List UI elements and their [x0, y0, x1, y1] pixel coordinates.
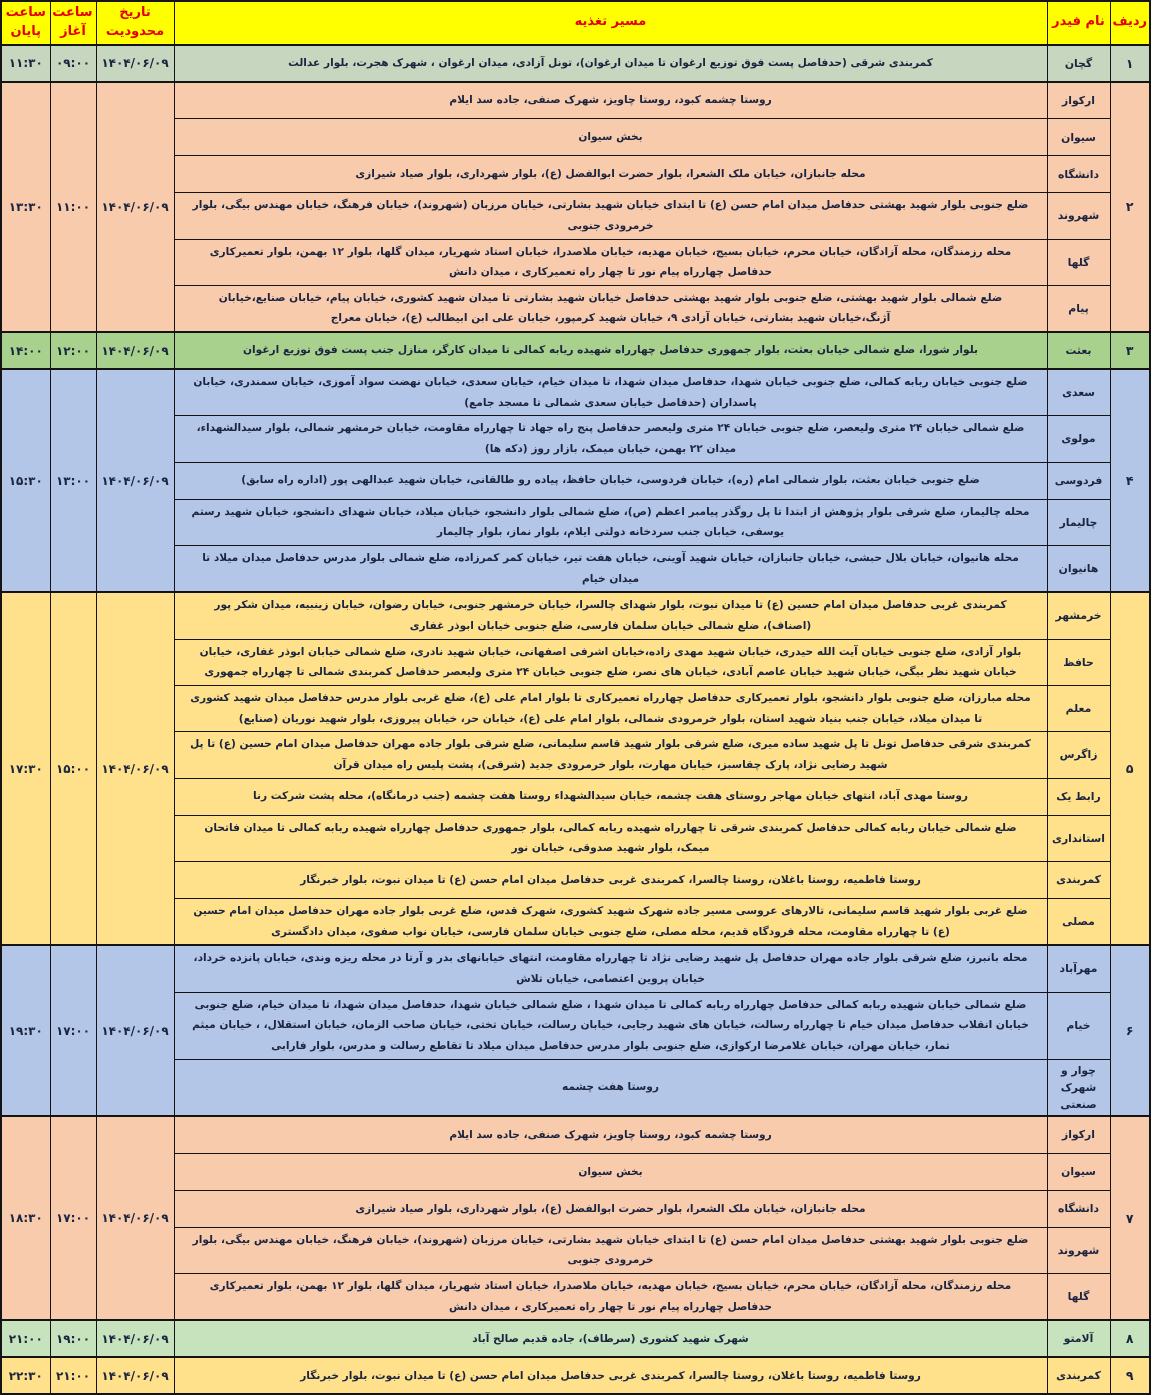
- route-cell: ضلع جنوبی بلوار شهید بهشتی حدفاصل میدان امام حسن (ع) تا ابتدای خیابان شهید بشارتی، خیابان مرزبان (شهروند)، خیابان فرهنگ، خیابان مهندس بیگی، بلوار خرمرودی جنوبی: [174, 193, 1047, 239]
- date-cell: ۱۴۰۴/۰۶/۰۹: [96, 945, 174, 1116]
- route-cell: محله جانبازان، خیابان ملک الشعرا، بلوار حضرت ابوالفضل (ع)، بلوار شهرداری، بلوار صیاد شیرازی: [174, 156, 1047, 193]
- end-time-cell: ۱۹:۳۰: [1, 945, 50, 1116]
- row-number-cell: ۶: [1110, 945, 1150, 1116]
- route-cell: بخش سیوان: [174, 1153, 1047, 1190]
- feeder-name-cell: هانیوان: [1047, 546, 1110, 593]
- feeder-name-cell: سیوان: [1047, 119, 1110, 156]
- feeder-name-cell: دانشگاه: [1047, 1190, 1110, 1227]
- start-time-cell: ۱۳:۰۰: [50, 369, 96, 592]
- schedule-row: [1, 332, 1150, 369]
- header-row-number: ردیف: [1110, 1, 1150, 45]
- feeder-name-cell: حافظ: [1047, 639, 1110, 685]
- feeder-name-cell: گچان: [1047, 45, 1110, 82]
- feeder-name-cell: سعدی: [1047, 369, 1110, 416]
- route-cell: روستا فاطمیه، روستا باغلان، روستا چالسرا، کمربندی غربی حدفاصل میدان امام حسن (ع) تا میدان نبوت، بلوار خبرنگار: [174, 861, 1047, 898]
- row-number-cell: ۴: [1110, 369, 1150, 592]
- route-cell: محله هانیوان، خیابان بلال حبشی، خیابان جانبازان، خیابان شهید آوینی، خیابان هفت تیر، خیابان کمر کمرزاده، ضلع شمالی بلوار مدرس حدفاصل میدان میلاد تا میدان خیام: [174, 546, 1047, 593]
- end-time-cell: ۲۲:۳۰: [1, 1357, 50, 1394]
- row-number-cell: ۳: [1110, 332, 1150, 369]
- feeder-name-cell: کمربندی: [1047, 1357, 1110, 1394]
- route-cell: روستا هفت چشمه: [174, 1059, 1047, 1116]
- start-time-cell: ۰۹:۰۰: [50, 45, 96, 82]
- end-time-cell: ۱۴:۰۰: [1, 332, 50, 369]
- row-number-cell: ۷: [1110, 1116, 1150, 1320]
- route-cell: کمربندی شرقی حدفاصل تونل تا پل شهید ساده میری، ضلع شرقی بلوار شهید قاسم سلیمانی، ضلع شرقی بلوار جاده مهران حدفاصل میدان امام حسین (ع) تا پل شهید رضایی نژاد، پارک چقاسبز، خیابان مهارت، بلوار خرمرودی جدید (شرقی)، پشت پلیس راه میدان قرآن: [174, 732, 1047, 778]
- start-time-cell: ۱۱:۰۰: [50, 82, 96, 332]
- feeder-name-cell: ارکواز: [1047, 82, 1110, 119]
- schedule-row: [1, 285, 1150, 332]
- end-time-cell: ۱۸:۳۰: [1, 1116, 50, 1320]
- feeder-name-cell: خیام: [1047, 992, 1110, 1059]
- route-cell: کمربندی غربی حدفاصل میدان امام حسین (ع) تا میدان نبوت، بلوار شهدای چالسرا، خیابان خرمشهر جنوبی، خیابان رضوان، خیابان زینبیه، میدان شکر پور (اصناف)، ضلع شمالی خیابان سلمان فارسی، ضلع جنوبی خیابان ابوذر غفاری: [174, 592, 1047, 639]
- date-cell: ۱۴۰۴/۰۶/۰۹: [96, 369, 174, 592]
- schedule-row: [1, 945, 1150, 992]
- schedule-row: [1, 1059, 1150, 1116]
- header-route: مسیر تغذیه: [174, 1, 1047, 45]
- schedule-row: [1, 992, 1150, 1059]
- header-feeder-name: نام فیدر: [1047, 1, 1110, 45]
- feeder-name-cell: دانشگاه: [1047, 156, 1110, 193]
- schedule-row: [1, 778, 1150, 815]
- route-cell: بخش سیوان: [174, 119, 1047, 156]
- header-date: تاریخ محدودیت: [96, 1, 174, 45]
- date-cell: ۱۴۰۴/۰۶/۰۹: [96, 332, 174, 369]
- route-cell: محله مبارزان، ضلع جنوبی بلوار دانشجو، بلوار تعمیرکاری حدفاصل چهارراه تعمیرکاری تا بلوار امام علی (ع)، ضلع غربی بلوار مدرس حدفاصل میدان شهید کشوری تا میدان میلاد، خیابان جنب بنیاد شهید استان، بلوار خرمرودی شمالی، بلوار امام علی (ع)، خیابان حر، خیابان پیروزی، بلوار شهید نوریان (صنایع): [174, 686, 1047, 732]
- header-end-time: ساعت پایان: [1, 1, 50, 45]
- route-cell: ضلع جنوبی خیابان بعثت، بلوار شمالی امام (ره)، خیابان فردوسی، خیابان حافظ، پیاده رو طالقانی، خیابان شهید عبدالهی پور (اداره راه سابق): [174, 462, 1047, 499]
- route-cell: محله چالیمار، ضلع شرقی بلوار پژوهش از ابتدا تا پل روگذر پیامبر اعظم (ص)، ضلع شمالی بلوار دانشجو، خیابان میلاد، خیابان شهدای دانشجو، خیابان شهید رستم یوسفی، خیابان جنب سردخانه دولتی ایلام، بلوار نماز، بلوار چالیمار: [174, 499, 1047, 545]
- schedule-row: [1, 193, 1150, 239]
- schedule-row: [1, 898, 1150, 945]
- row-number-cell: ۱: [1110, 45, 1150, 82]
- schedule-row: [1, 462, 1150, 499]
- route-cell: بلوار آزادی، ضلع جنوبی خیابان آیت الله حیدری، خیابان شهید مهدی زاده،خیابان اشرفی اصفهانی، خیابان شهید نادری، ضلع شمالی خیابان ابوذر غفاری، خیابان خیابان شهید نظر بیگی، خیابان شهید خیابان عاصم آبادی، خیابان های نصر، ضلع جنوبی خیابان ۲۴ متری ولیعصر حدفاصل کمربندی شمالی تا چهارراه جمهوری: [174, 639, 1047, 685]
- start-time-cell: ۱۷:۰۰: [50, 1116, 96, 1320]
- feeder-name-cell: مصلی: [1047, 898, 1110, 945]
- feeder-name-cell: شهروند: [1047, 193, 1110, 239]
- route-cell: بلوار شورا، ضلع شمالی خیابان بعثت، بلوار جمهوری حدفاصل چهارراه شهیده ریابه کمالی تا میدان کارگر، منازل جنب پست فوق توزیع ارغوان: [174, 332, 1047, 369]
- feeder-name-cell: رابط یک: [1047, 778, 1110, 815]
- date-cell: ۱۴۰۴/۰۶/۰۹: [96, 592, 174, 945]
- feeder-name-cell: مولوی: [1047, 416, 1110, 462]
- route-cell: محله رزمندگان، محله آزادگان، خیابان محرم، خیابان بسیج، خیابان مهدیه، خیابان ملاصدرا، خیابان استاد شهریار، میدان گلها، بلوار ۱۲ بهمن، بلوار تعمیرکاری حدفاصل چهارراه پیام نور تا چهار راه تعمیرکاری ، میدان دانش: [174, 1274, 1047, 1321]
- feeder-name-cell: استانداری: [1047, 815, 1110, 861]
- route-cell: ضلع شمالی خیابان ربابه کمالی حدفاصل کمربندی شرقی تا چهارراه شهیده ربابه کمالی، بلوار جمهوری حدفاصل چهارراه شهیده ربابه کمالی تا میدان فاتحان میمک، بلوار شهید صدوقی، خیابان نور: [174, 815, 1047, 861]
- schedule-row: [1, 815, 1150, 861]
- start-time-cell: ۱۵:۰۰: [50, 592, 96, 945]
- feeder-name-cell: سیوان: [1047, 1153, 1110, 1190]
- feeder-name-cell: معلم: [1047, 686, 1110, 732]
- feeder-name-cell: فردوسی: [1047, 462, 1110, 499]
- end-time-cell: ۱۷:۳۰: [1, 592, 50, 945]
- route-cell: ضلع جنوبی بلوار شهید بهشتی حدفاصل میدان امام حسن (ع) تا ابتدای خیابان شهید بشارتی، خیابان مرزبان (شهروند)، خیابان فرهنگ، خیابان مهندس بیگی، بلوار خرمرودی جنوبی: [174, 1227, 1047, 1273]
- schedule-row: [1, 416, 1150, 462]
- schedule-row: [1, 592, 1150, 639]
- end-time-cell: ۱۱:۳۰: [1, 45, 50, 82]
- route-cell: شهرک شهید کشوری (سرطاف)، جاده قدیم صالح آباد: [174, 1320, 1047, 1357]
- schedule-row: [1, 686, 1150, 732]
- start-time-cell: ۱۷:۰۰: [50, 945, 96, 1116]
- date-cell: ۱۴۰۴/۰۶/۰۹: [96, 1357, 174, 1394]
- route-cell: روستا چشمه کبود، روستا چاویز، شهرک صنفی، جاده سد ایلام: [174, 82, 1047, 119]
- feeder-name-cell: چالیمار: [1047, 499, 1110, 545]
- schedule-row: [1, 1274, 1150, 1321]
- route-cell: روستا فاطمیه، روستا باغلان، روستا چالسرا، کمربندی غربی حدفاصل میدان امام حسن (ع) تا میدان نبوت، بلوار خبرنگار: [174, 1357, 1047, 1394]
- route-cell: روستا چشمه کبود، روستا چاویز، شهرک صنفی، جاده سد ایلام: [174, 1116, 1047, 1153]
- feeder-name-cell: کمربندی: [1047, 861, 1110, 898]
- schedule-row: [1, 546, 1150, 593]
- end-time-cell: ۲۱:۰۰: [1, 1320, 50, 1357]
- feeder-name-cell: بعثت: [1047, 332, 1110, 369]
- feeder-name-cell: چوار و شهرک صنعتی: [1047, 1059, 1110, 1116]
- schedule-row: [1, 499, 1150, 545]
- row-number-cell: ۹: [1110, 1357, 1150, 1394]
- start-time-cell: ۲۱:۰۰: [50, 1357, 96, 1394]
- schedule-row: [1, 1153, 1150, 1190]
- schedule-row: [1, 239, 1150, 285]
- start-time-cell: ۱۲:۰۰: [50, 332, 96, 369]
- row-number-cell: ۲: [1110, 82, 1150, 332]
- route-cell: ضلع جنوبی خیابان ربابه کمالی، ضلع جنوبی خیابان شهدا، حدفاصل میدان شهدا، تا میدان خیام، خیابان سعدی، خیابان نهضت سواد آموزی، خیابان سمندری، خیابان پاسداران (حدفاصل خیابان سعدی شمالی تا مسجد جامع): [174, 369, 1047, 416]
- feeder-name-cell: آلامتو: [1047, 1320, 1110, 1357]
- feeder-name-cell: زاگرس: [1047, 732, 1110, 778]
- schedule-row: [1, 45, 1150, 82]
- end-time-cell: ۱۳:۳۰: [1, 82, 50, 332]
- schedule-row: [1, 369, 1150, 416]
- date-cell: ۱۴۰۴/۰۶/۰۹: [96, 1116, 174, 1320]
- route-cell: ضلع شمالی بلوار شهید بهشتی، ضلع جنوبی بلوار شهید بهشتی حدفاصل خیابان شهید بشارتی تا میدان شهید کشوری، خیابان پیام، خیابان صنایع،خیابان آژنگ،خیابان شهید بشارتی، خیابان آزادی ۹، خیابان شهید کرمپور، خیابان علی ابن ابیطالب (ع)، خیابان معراج: [174, 285, 1047, 332]
- schedule-row: [1, 119, 1150, 156]
- route-cell: محله بانبرز، ضلع شرقی بلوار جاده مهران حدفاصل پل شهید رضایی نژاد تا چهارراه مقاومت، انتهای خیابانهای بدر و آرتا در محله ریزه وندی، خیابان پانزده خرداد، خیابان پروین اعتصامی، خیابان تلاش: [174, 945, 1047, 992]
- route-cell: محله رزمندگان، محله آزادگان، خیابان محرم، خیابان بسیج، خیابان مهدیه، خیابان ملاصدرا، خیابان استاد شهریار، میدان گلها، بلوار ۱۲ بهمن، بلوار تعمیرکاری حدفاصل چهارراه پیام نور تا چهار راه تعمیرکاری ، میدان دانش: [174, 239, 1047, 285]
- route-cell: کمربندی شرقی (حدفاصل پست فوق توزیع ارغوان تا میدان ارغوان)، تونل آزادی، میدان ارغوان ، شهرک هجرت، بلوار عدالت: [174, 45, 1047, 82]
- date-cell: ۱۴۰۴/۰۶/۰۹: [96, 1320, 174, 1357]
- end-time-cell: ۱۵:۳۰: [1, 369, 50, 592]
- schedule-body: [1, 45, 1150, 1395]
- row-number-cell: ۸: [1110, 1320, 1150, 1357]
- date-cell: ۱۴۰۴/۰۶/۰۹: [96, 45, 174, 82]
- feeder-name-cell: گلها: [1047, 239, 1110, 285]
- schedule-row: [1, 732, 1150, 778]
- schedule-row: [1, 82, 1150, 119]
- row-number-cell: ۵: [1110, 592, 1150, 945]
- start-time-cell: ۱۹:۰۰: [50, 1320, 96, 1357]
- header-row: [1, 1, 1150, 45]
- route-cell: روستا مهدی آباد، انتهای خیابان مهاجر روستای هفت چشمه، خیابان سیدالشهداء روستا هفت چشمه (جنب درمانگاه)، محله پشت شرکت رنا: [174, 778, 1047, 815]
- schedule-row: [1, 1357, 1150, 1394]
- feeder-name-cell: شهروند: [1047, 1227, 1110, 1273]
- feeder-name-cell: گلها: [1047, 1274, 1110, 1321]
- route-cell: ضلع غربی بلوار شهید قاسم سلیمانی، تالارهای عروسی مسیر جاده شهرک شهید کشوری، شهرک قدس، ضلع غربی بلوار جاده مهران حدفاصل میدان امام حسین (ع) تا چهارراه مقاومت، محله فرودگاه قدیم، محله مصلی، ضلع جنوبی خیابان سلمان فارسی، خیابان نواب صفوی، میدان دادگستری: [174, 898, 1047, 945]
- route-cell: ضلع شمالی خیابان شهیده ربابه کمالی حدفاصل چهارراه ربابه کمالی تا میدان شهدا ، ضلع شمالی خیابان شهدا، حدفاصل میدان شهدا، تا میدان خیام، ضلع جنوبی خیابان انقلاب حدفاصل میدان خیام تا چهارراه رسالت، خیابان های شهید رجایی، خیابان رسالت، خیابان تختی، خیابان صاحب الزمان، خیابان استقلال، ، خیابان میثم تمار، خیابان مهران، خیابان غلامرضا ارکوازی، ضلع جنوبی بلوار مدرس حدفاصل میدان میلاد تا تقاطع رسالت و مدرس، بلوار فارابی: [174, 992, 1047, 1059]
- header-start-time: ساعت آغاز: [50, 1, 96, 45]
- schedule-row: [1, 1190, 1150, 1227]
- route-cell: محله جانبازان، خیابان ملک الشعرا، بلوار حضرت ابوالفضل (ع)، بلوار شهرداری، بلوار صیاد شیرازی: [174, 1190, 1047, 1227]
- schedule-row: [1, 1320, 1150, 1357]
- feeder-name-cell: پیام: [1047, 285, 1110, 332]
- route-cell: ضلع شمالی خیابان ۲۴ متری ولیعصر، ضلع جنوبی خیابان ۲۴ متری ولیعصر حدفاصل پنج راه جهاد تا چهارراه مقاومت، خیابان خرمشهر شمالی، بلوار سیدالشهداء، میدان ۲۲ بهمن، خیابان میمک، بازار روز (دکه ها): [174, 416, 1047, 462]
- feeder-name-cell: مهرآباد: [1047, 945, 1110, 992]
- schedule-row: [1, 1227, 1150, 1273]
- feeder-name-cell: ارکواز: [1047, 1116, 1110, 1153]
- schedule-row: [1, 639, 1150, 685]
- feeder-name-cell: خرمشهر: [1047, 592, 1110, 639]
- schedule-row: [1, 861, 1150, 898]
- date-cell: ۱۴۰۴/۰۶/۰۹: [96, 82, 174, 332]
- schedule-row: [1, 156, 1150, 193]
- schedule-row: [1, 1116, 1150, 1153]
